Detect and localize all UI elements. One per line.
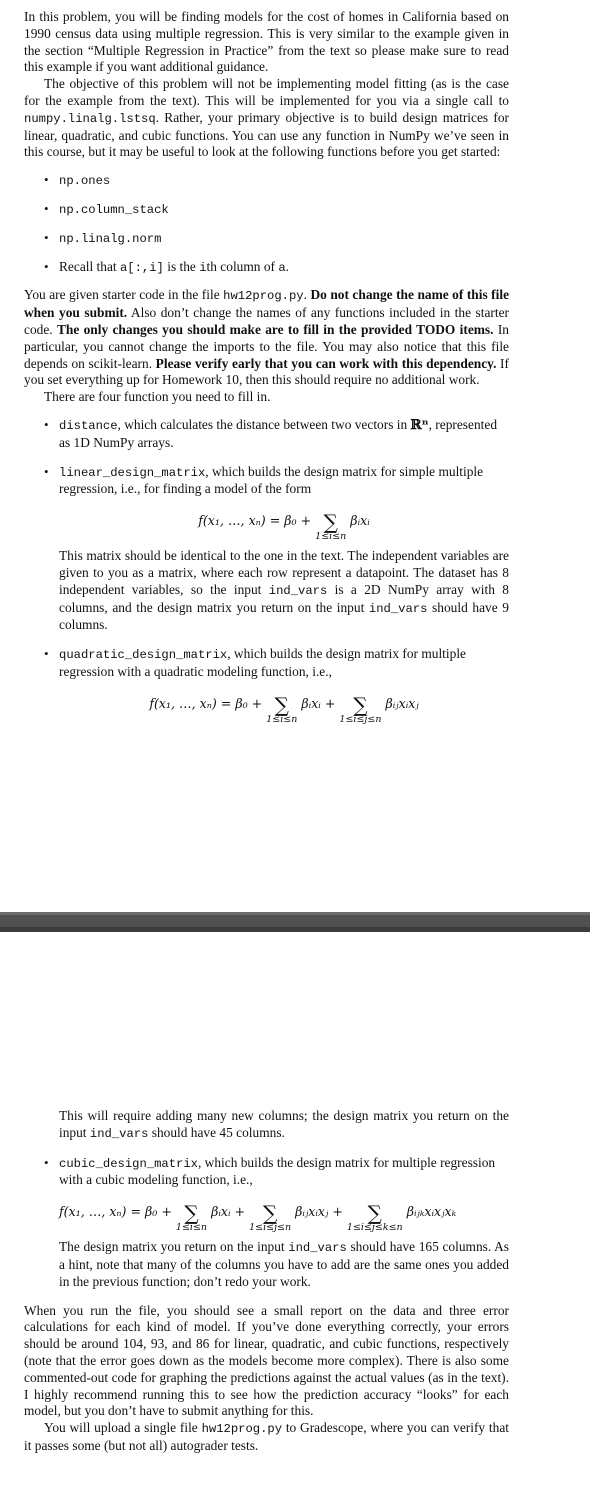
task-linear: • linear_design_matrix, which builds the design matrix for simple multiple regression, i.e., for finding a model of the form f(x₁, …, xₙ) = β₀ + ∑ 1≤i≤n βᵢxᵢ This matrix should be identical to the one in the text. The independent variables are given to you as a matrix, where each row represent a datapoint. The dataset has 8 independent variables, so the input ind_vars is a 2D NumPy array with 8 columns, and the design matrix you return on the input ind_vars should have 9 columns. [24, 464, 509, 635]
task-distance: • distance, which calculates the distance between two vectors in ℝⁿ, represented as 1D NumPy arrays. [24, 417, 509, 452]
lstsq-code: numpy.linalg.lstsq [24, 111, 156, 126]
objective-paragraph: The objective of this problem will not be implementing model fitting (as is the case for the example from the text). This will be implemented for you via a single call to numpy.linalg.lstsq. Rather, your primary objective is to build design matrices for linear, quadratic, and cubic functions. You can use any function in NumPy we’ve seen in this course, but it may be useful to look at the following functions before you get started: [24, 76, 509, 160]
sum-symbol: ∑ 1≤i≤n [175, 1201, 208, 1234]
filename-code: hw12prog.py [201, 1422, 283, 1437]
task-list-continued [24, 1108, 509, 1291]
starter-code-paragraph: You are given starter code in the file hw12prog.py. Do not change the name of this file when you submit. Also don’t change the names of any functions included in the starter code. The only changes you should make are to fill in the provided TODO items. In particular, you cannot change the imports to the file. You may also notice that this file depends on scikit-learn. Please verify early that you can work with this dependency. If you set everything up for Homework 10, then this should require no additional work. [24, 287, 510, 388]
list-item: • np.column_stack [24, 201, 509, 219]
linear-description: This matrix should be identical to the one in the text. The independent variables are given to you as a matrix, where each row represent a datapoint. The dataset has 8 independent variables, so the input ind_vars is a 2D NumPy array with 8 columns, and the design matrix you return on the input ind_vars should have 9 columns. [59, 548, 509, 633]
page2-text-column [24, 1108, 509, 1455]
cubic-equation: f(x₁, …, xₙ) = β₀ + ∑ 1≤i≤n βᵢxᵢ + ∑ 1≤i≤j≤n βᵢⱼxᵢxⱼ + ∑ 1≤i≤j≤k≤n βᵢⱼₖxᵢxⱼxₖ [59, 1201, 457, 1234]
list-item: • np.ones [24, 172, 509, 190]
results-paragraph: When you run the file, you should see a small report on the data and three error calculations for each kind of model. If you’ve done everything correctly, your errors should be around 104, 93, and 86 for linear, quadratic, and cubic functions, respectively (note that the error goes down as the models become more complex). There is also some commented-out code for graphing the predictions against the actual values (as in the text). I highly recommend running this to see how the prediction accuracy “looks” for each model, but you don’t have to submit anything for this. [24, 1302, 509, 1419]
linear-equation: f(x₁, …, xₙ) = β₀ + ∑ 1≤i≤n βᵢxᵢ [198, 510, 370, 543]
upload-paragraph: You will upload a single file hw12prog.py to Gradescope, where you can verify that it passes some (but not all) autograder tests. [24, 1420, 509, 1453]
sum-symbol: ∑ 1≤i≤n [266, 692, 298, 725]
sum-symbol: ∑ 1≤i≤j≤n [249, 1201, 292, 1234]
sum-symbol: ∑ 1≤i≤j≤k≤n [346, 1201, 403, 1234]
list-item: • np.linalg.norm [24, 230, 509, 248]
page1-text-column [24, 9, 510, 725]
function-list [24, 172, 509, 276]
document-page-2 [0, 932, 590, 1494]
filename-code: hw12prog.py [223, 289, 304, 304]
page-separator [0, 912, 590, 932]
task-quadratic: • quadratic_design_matrix, which builds the design matrix for multiple regression with a quadratic modeling function, i.e., f(x₁, …, xₙ) = β₀ + ∑ 1≤i≤n βᵢxᵢ + ∑ 1≤i≤j≤n βᵢⱼxᵢxⱼ [24, 646, 509, 719]
sum-symbol: ∑ 1≤i≤n [315, 510, 347, 543]
list-item: • Recall that a[:,i] is the ith column of a. [24, 259, 509, 277]
quadratic-description: This will require adding many new columns; the design matrix you return on the input ind_vars should have 45 columns. [59, 1108, 509, 1141]
task-cubic: • cubic_design_matrix, which builds the design matrix for multiple regression with a cubic modeling function, i.e., f(x₁, …, xₙ) = β₀ + ∑ 1≤i≤n βᵢxᵢ + ∑ 1≤i≤j≤n βᵢⱼxᵢxⱼ + ∑ 1≤i≤j≤k≤n βᵢⱼₖxᵢxⱼxₖ The design matrix you return on the input ind_vars should have 165 columns. As a hint, note that many of the columns you have to add are the same ones you added in the previous function; don’t redo your work. [24, 1155, 509, 1291]
four-functions-paragraph: There are four function you need to fill in. [44, 389, 271, 405]
task-list [24, 416, 509, 725]
intro-paragraph: In this problem, you will be finding models for the cost of homes in California based on 1990 census data using multiple regression. This is very similar to the example given in the section “Multiple Regression in Practice” from the text so please make sure to read this example if you want additional guidance. [24, 9, 509, 75]
quadratic-equation: f(x₁, …, xₙ) = β₀ + ∑ 1≤i≤n βᵢxᵢ + ∑ 1≤i≤j≤n βᵢⱼxᵢxⱼ [149, 692, 419, 725]
cubic-description: The design matrix you return on the input ind_vars should have 165 columns. As a hint, note that many of the columns you have to add are the same ones you added in the previous function; don’t redo your work. [59, 1239, 509, 1289]
sum-symbol: ∑ 1≤i≤j≤n [339, 692, 382, 725]
